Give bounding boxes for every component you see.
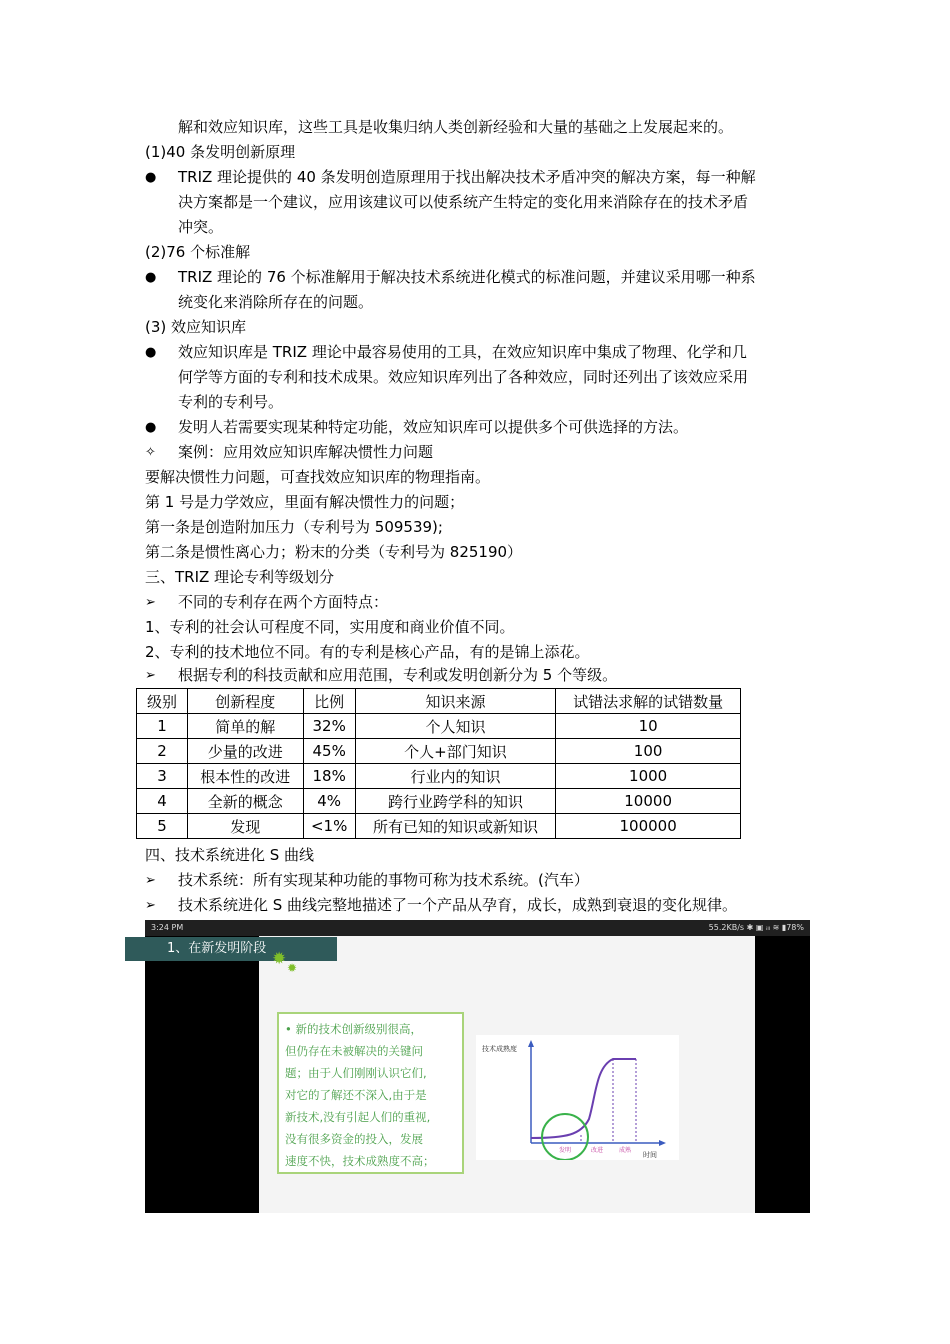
table-cell: 3 bbox=[137, 764, 188, 789]
text-line: 不同的专利存在两个方面特点： bbox=[178, 593, 389, 611]
text-line: 案例：应用效应知识库解决惯性力问题 bbox=[178, 443, 434, 461]
table-cell: 发现 bbox=[187, 814, 303, 839]
box-line: 新技术,没有引起人们的重视, bbox=[285, 1110, 431, 1124]
text-line: 第二条是惯性离心力；粉末的分类（专利号为 825190） bbox=[145, 543, 523, 561]
bullet-arrow: ➢ bbox=[145, 898, 156, 913]
s-curve-diagram bbox=[476, 1035, 679, 1160]
table-header-cell: 试错法求解的试错数量 bbox=[556, 689, 741, 714]
y-axis-label: 技术成熟度 bbox=[482, 1045, 517, 1053]
table-cell: 10 bbox=[556, 714, 741, 739]
bullet-diamond: ✧ bbox=[145, 445, 156, 460]
bullet-dot: ● bbox=[145, 420, 157, 435]
gear-icon: ✹ bbox=[287, 961, 298, 975]
bullet-dot: ● bbox=[145, 345, 157, 360]
text-line: 统变化来消除所存在的问题。 bbox=[178, 293, 374, 311]
stage-label: 成熟 bbox=[619, 1147, 632, 1154]
table-cell: 跨行业跨学科的知识 bbox=[355, 789, 556, 814]
table-row bbox=[137, 814, 741, 839]
box-line: 对它的了解还不深入,由于是 bbox=[285, 1088, 427, 1102]
table-cell: 18% bbox=[303, 764, 355, 789]
text-line: 要解决惯性力问题，可查找效应知识库的物理指南。 bbox=[145, 468, 491, 486]
table-header-cell: 级别 bbox=[137, 689, 188, 714]
table-cell: 32% bbox=[303, 714, 355, 739]
table-row bbox=[137, 714, 741, 739]
bullet-arrow: ➢ bbox=[145, 595, 156, 610]
text-line: 冲突。 bbox=[178, 218, 224, 236]
table-cell: 行业内的知识 bbox=[355, 764, 556, 789]
text-line: 发明人若需要实现某种特定功能，效应知识库可以提供多个可供选择的方法。 bbox=[178, 418, 689, 436]
heading-effects-db: (3) 效应知识库 bbox=[145, 318, 247, 336]
text-line: 效应知识库是 TRIZ 理论中最容易使用的工具，在效应知识库中集成了物理、化学和几 bbox=[178, 343, 747, 361]
status-icons: 55.2KB/s ✱ ▣ ᵢₗₗ ≋ ▮78% bbox=[708, 923, 804, 932]
text-line: 技术系统：所有实现某种功能的事物可称为技术系统。(汽车） bbox=[178, 871, 589, 889]
slide-banner: 1、在新发明阶段 bbox=[125, 937, 337, 961]
box-line: 速度不快，技术成熟度不高； bbox=[285, 1154, 435, 1168]
patent-level-table bbox=[136, 688, 741, 839]
stage-label: 改进 bbox=[591, 1147, 604, 1154]
gear-icon: ✹ bbox=[272, 949, 287, 969]
table-cell: 少量的改进 bbox=[187, 739, 303, 764]
text-line: 何学等方面的专利和技术成果。效应知识库列出了各种效应，同时还列出了该效应采用 bbox=[178, 368, 749, 386]
table-cell: 2 bbox=[137, 739, 188, 764]
table-cell: 10000 bbox=[556, 789, 741, 814]
table-row bbox=[137, 789, 741, 814]
text-line: TRIZ 理论的 76 个标准解用于解决技术系统进化模式的标准问题，并建议采用哪一种系 bbox=[178, 268, 756, 286]
table-cell: 100000 bbox=[556, 814, 741, 839]
heading-40-principles: (1)40 条发明创新原理 bbox=[145, 143, 296, 161]
bullet-dot: ● bbox=[145, 270, 157, 285]
table-header-cell: 比例 bbox=[303, 689, 355, 714]
table-cell: 1 bbox=[137, 714, 188, 739]
table-row bbox=[137, 764, 741, 789]
box-line: 但仍存在未被解决的关键问 bbox=[285, 1044, 423, 1058]
text-line: 2、专利的技术地位不同。有的专利是核心产品，有的是锦上添花。 bbox=[145, 643, 590, 661]
text-line: 1、专利的社会认可程度不同，实用度和商业价值不同。 bbox=[145, 618, 515, 636]
table-cell: 根本性的改进 bbox=[187, 764, 303, 789]
table-row bbox=[137, 739, 741, 764]
table-cell: 1000 bbox=[556, 764, 741, 789]
table-cell: 45% bbox=[303, 739, 355, 764]
box-line: 没有很多资金的投入，发展 bbox=[285, 1132, 423, 1146]
text-line: 决方案都是一个建议，应用该建议可以使系统产生特定的变化用来消除存在的技术矛盾 bbox=[178, 193, 749, 211]
table-cell: 4% bbox=[303, 789, 355, 814]
section-heading-4: 四、技术系统进化 S 曲线 bbox=[145, 846, 315, 864]
table-cell: 简单的解 bbox=[187, 714, 303, 739]
box-line: 题；由于人们刚刚认识它们, bbox=[285, 1066, 427, 1080]
heading-76-standards: (2)76 个标准解 bbox=[145, 243, 251, 261]
stage-label: 发明 bbox=[559, 1147, 572, 1154]
phone-status-bar bbox=[145, 920, 810, 936]
box-line: • 新的技术创新级别很高， bbox=[285, 1022, 422, 1036]
table-header-cell: 创新程度 bbox=[187, 689, 303, 714]
table-cell: 100 bbox=[556, 739, 741, 764]
table-cell: 4 bbox=[137, 789, 188, 814]
text-line: 第一条是创造附加压力（专利号为 509539); bbox=[145, 518, 443, 536]
text-line: 解和效应知识库，这些工具是收集归纳人类创新经验和大量的基础之上发展起来的。 bbox=[178, 118, 734, 136]
bullet-arrow: ➢ bbox=[145, 873, 156, 888]
status-time: 3:24 PM bbox=[151, 923, 184, 932]
table-cell: 5 bbox=[137, 814, 188, 839]
table-cell: 全新的概念 bbox=[187, 789, 303, 814]
text-line: 第 1 号是力学效应，里面有解决惯性力的问题； bbox=[145, 493, 465, 511]
table-cell: 个人知识 bbox=[355, 714, 556, 739]
text-line: 根据专利的科技贡献和应用范围，专利或发明创新分为 5 个等级。 bbox=[178, 666, 618, 684]
text-line: TRIZ 理论提供的 40 条发明创造原理用于找出解决技术矛盾冲突的解决方案，每一种解 bbox=[178, 168, 756, 186]
text-line: 专利的专利号。 bbox=[178, 393, 284, 411]
bullet-dot: ● bbox=[145, 170, 157, 185]
text-line: 技术系统进化 S 曲线完整地描述了一个产品从孕育，成长，成熟到衰退的变化规律。 bbox=[178, 896, 738, 914]
table-header-row bbox=[137, 689, 741, 714]
table-cell: <1% bbox=[303, 814, 355, 839]
slide-text-box bbox=[277, 1012, 464, 1174]
table-header-cell: 知识来源 bbox=[355, 689, 556, 714]
section-heading-3: 三、TRIZ 理论专利等级划分 bbox=[145, 568, 335, 586]
x-axis-label: 时间 bbox=[643, 1151, 657, 1159]
diagram-bg bbox=[476, 1035, 679, 1160]
table-cell: 所有已知的知识或新知识 bbox=[355, 814, 556, 839]
bullet-arrow: ➢ bbox=[145, 668, 156, 683]
table-cell: 个人+部门知识 bbox=[355, 739, 556, 764]
